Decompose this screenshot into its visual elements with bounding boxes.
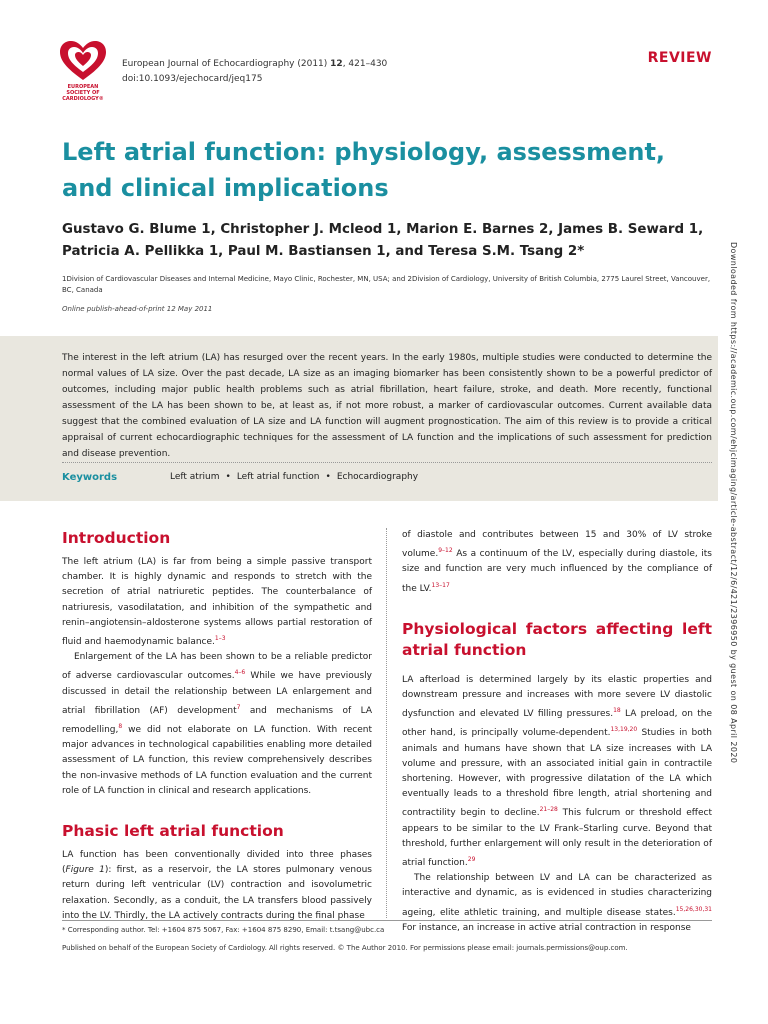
- right-column: [402, 528, 712, 936]
- physio-paragraph-2: The relationship between LV and LA can be characterized as interactive and dynamic, as is evidenced in studies characterizing ageing, elite athletic training, and multiple disease states.$^{15,26,30,31}$ For instance, an increase in active atrial contraction in response: [402, 873, 712, 933]
- citation-ref[interactable]: 13–17: [431, 581, 450, 589]
- keywords-divider: [62, 462, 712, 463]
- logo-text: EUROPEAN SOCIETY OF CARDIOLOGY®: [62, 84, 104, 102]
- citation-ref[interactable]: 18: [613, 707, 621, 715]
- column-divider: [386, 528, 387, 918]
- publisher-note: Published on behalf of the European Society of Cardiology. All rights reserved. © The Author 2010. For permissions please email: journals.permissions@oup.com.: [62, 944, 628, 952]
- citation-ref[interactable]: 13,19,20: [610, 726, 638, 734]
- affiliations: 1Division of Cardiovascular Diseases and Internal Medicine, Mayo Clinic, Rochester, MN, USA; and 2Division of Cardiology, University of British Columbia, 2775 Laurel Street, Vancouver, BC, Canada: [62, 275, 711, 294]
- keywords-list: [170, 472, 418, 482]
- continued-paragraph: of diastole and contributes between 15 and 30% of LV stroke volume.$^{9-12}$ As a continuum of the LV, especially during diastole, its size and function are very much influenced by the compliance of the LV.$^{13-17}$: [402, 530, 712, 594]
- esc-logo: [56, 38, 110, 108]
- citation-ref[interactable]: 9–12: [438, 547, 453, 555]
- physio-paragraph-1: LA afterload is determined largely by its elastic properties and downstream pressure and increases with more severe LV diastolic dysfunction and elevated LV filling pressures.$^{18}$ LA preload, on the other hand, is principally volume-dependent.$^{13,19,20}$ Studies in both animals and humans have shown that LA size increases with LA volume and pressure, with an associated initial gain in contractile shortening. However, with progressive dilatation of the LA which eventually leads to a threshold fibre length, atrial shortening and contractility begin to decline.$^{21-28}$ This fulcrum or threshold effect appears to be similar to the LV Frank–Starling curve. Beyond that threshold, further enlargement will only result in the deterioration of atrial function.$^{29}$: [402, 674, 713, 869]
- author-list: [62, 219, 722, 263]
- heart-logo-icon: [56, 38, 110, 84]
- citation-ref[interactable]: 4–6: [234, 669, 246, 677]
- heading-phasic-function: Phasic left atrial function: [62, 822, 284, 841]
- download-watermark: Downloaded from https://academic.oup.com/ehjcimaging/article-abstract/12/6/421/2396950 by guest on 08 April 2020: [729, 242, 738, 764]
- bullet-icon: •: [325, 472, 331, 482]
- doi-link[interactable]: doi:10.1093/ejechocard/jeq175: [122, 74, 263, 84]
- phasic-paragraph-1: LA function has been conventionally divided into three phases (Figure 1): first, as a reservoir, the LA stores pulmonary venous return during left ventricular (LV) contraction and isovolumetric relaxation. Secondly, as a conduit, the LA transfers blood passively into the LV. Thirdly, the LA actively contracts during the final phase: [62, 850, 372, 921]
- abstract-text: The interest in the left atrium (LA) has resurged over the recent years. In the early 1980s, multiple studies were conducted to determine the normal values of LA size. Over the past decade, LA size as an imaging biomarker has been consistently shown to be a powerful predictor of outcomes, including major public health problems such as atrial fibrillation, heart failure, stroke, and death. More recently, functional assessment of the LA has been shown to be, at least as, if not more robust, a marker of cardiovascular outcomes. Current available data suggest that the combined evaluation of LA size and LA function will augment prognostication. The aim of this review is to provide a critical appraisal of current echocardiographic techniques for the assessment of LA function and the implications of such assessment for prediction and disease prevention.: [62, 353, 712, 459]
- intro-paragraph-1: The left atrium (LA) is far from being a simple passive transport chamber. It is highly dynamic and responds to stretch with the secretion of atrial natriuretic peptides. The counterbalance of natriuresis, vasodilatation, and inhibition of the sympathetic and renin–angiotensin–aldosterone systems allows partial restoration of fluid and haemodynamic balance.$^{1-3}$: [62, 557, 372, 648]
- figure-link[interactable]: Figure 1: [65, 865, 105, 876]
- online-date: Online publish-ahead-of-print 12 May 2011: [62, 305, 213, 313]
- keyword[interactable]: Left atrium: [170, 472, 220, 482]
- section-label: REVIEW: [647, 50, 712, 66]
- citation-ref[interactable]: 8: [118, 723, 123, 731]
- citation-ref[interactable]: 15,26,30,31: [675, 905, 712, 913]
- bullet-icon: •: [225, 472, 231, 482]
- citation-ref[interactable]: 1–3: [214, 635, 226, 643]
- corresponding-author: * Corresponding author. Tel: +1604 875 5067, Fax: +1604 875 8290, Email: t.tsang@ubc.ca: [62, 926, 385, 934]
- journal-pages: , 421–430: [342, 59, 388, 69]
- citation-ref[interactable]: 7: [236, 703, 241, 711]
- citation-ref[interactable]: 21–28: [539, 806, 558, 814]
- authors-line-1: Gustavo G. Blume 1, Christopher J. Mcleod 1, Marion E. Barnes 2, James B. Seward 1,: [62, 222, 704, 237]
- left-column: [62, 528, 372, 924]
- citation-ref[interactable]: 29: [467, 856, 476, 864]
- heading-physiological-factors: Physiological factors affecting left atrial function: [402, 619, 712, 659]
- heading-introduction: Introduction: [62, 529, 171, 547]
- journal-citation: [122, 57, 387, 87]
- journal-name: European Journal of Echocardiography (2011): [122, 59, 331, 69]
- intro-paragraph-2: Enlargement of the LA has been shown to be a reliable predictor of adverse cardiovascular outcomes.$^{4-6}$ While we have previously discussed in detail the relationship between LA enlargement and atrial fibrillation (AF) development$^7$ and mechanisms of LA remodelling,$^8$ we did not elaborate on LA function. With recent major advances in technological capabilities enabling more detailed assessment of LA function, this review comprehensively describes the non-invasive methods of LA function evaluation and the current role of LA function in clinical and research applications.: [62, 652, 372, 796]
- keyword[interactable]: Echocardiography: [336, 472, 419, 482]
- authors-line-2: Patricia A. Pellikka 1, Paul M. Bastiansen 1, and Teresa S.M. Tsang 2*: [62, 244, 585, 259]
- journal-volume: 12: [330, 59, 343, 69]
- article-title: Left atrial function: physiology, assessment, and clinical implications: [62, 138, 666, 202]
- keywords-label: Keywords: [62, 472, 118, 483]
- footer-divider: [62, 920, 712, 921]
- keyword[interactable]: Left atrial function: [236, 472, 320, 482]
